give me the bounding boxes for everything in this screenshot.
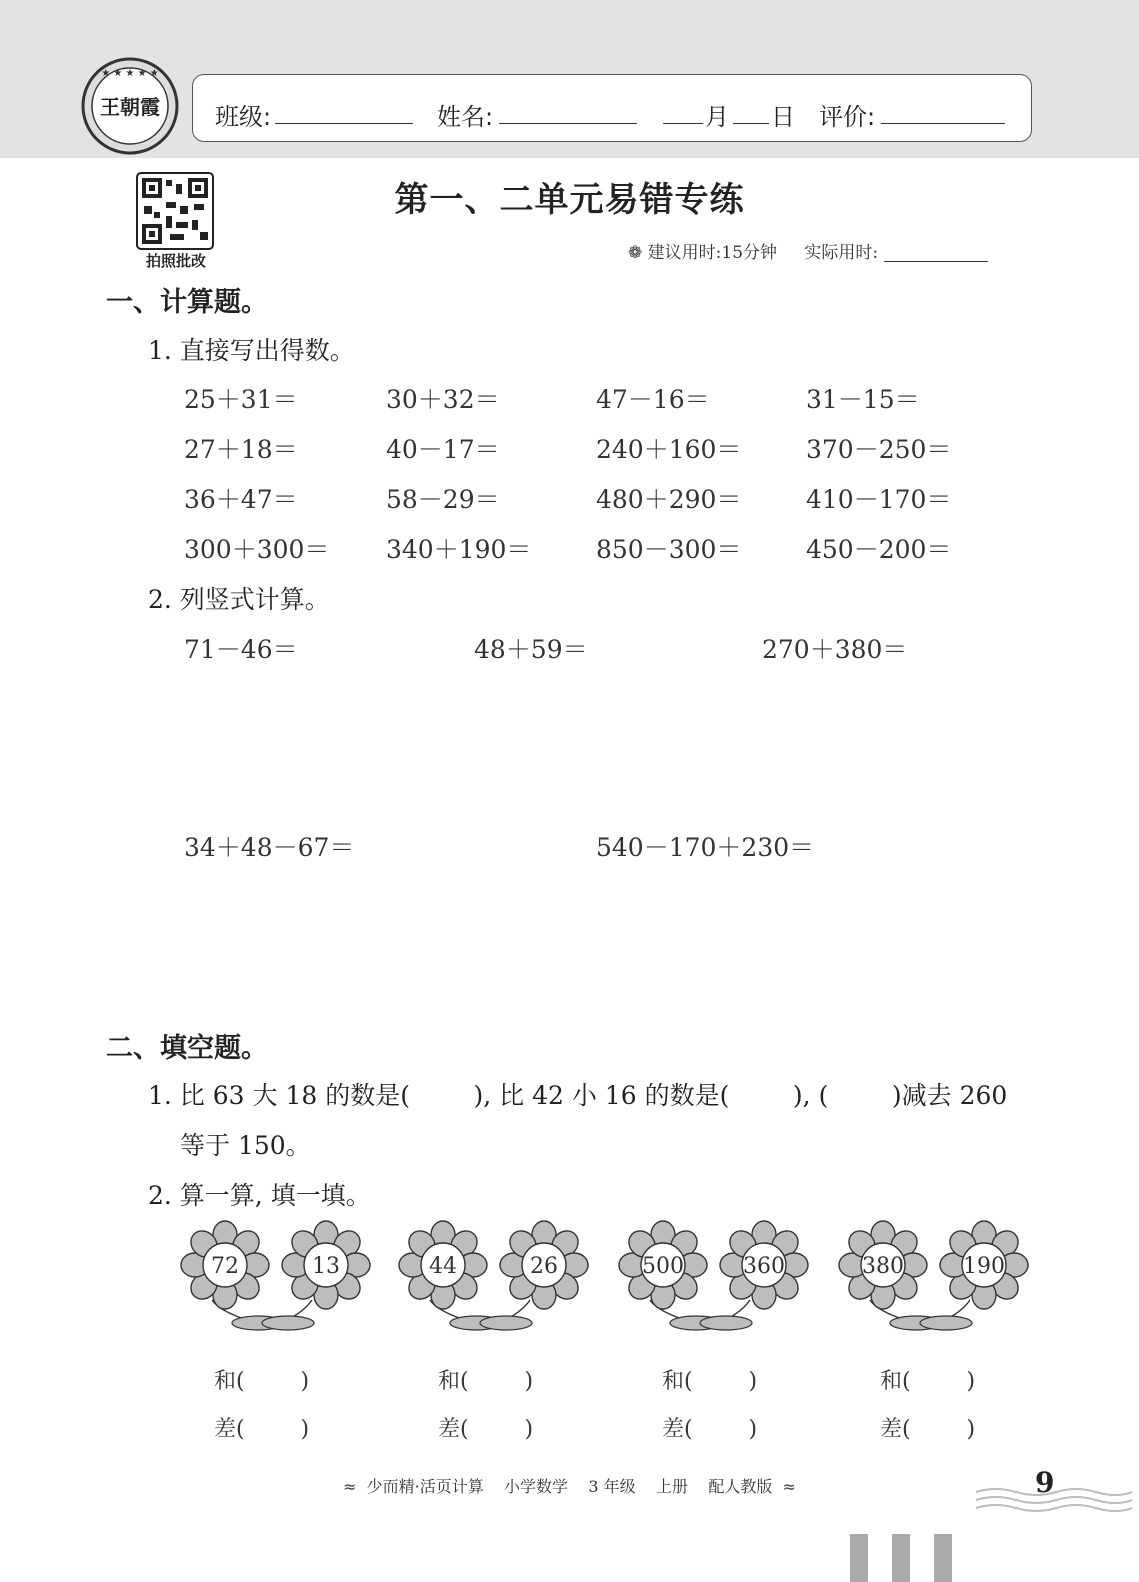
vertical-expression: 48＋59＝ bbox=[474, 635, 588, 664]
name-label: 姓名: bbox=[437, 103, 494, 131]
section1-heading: 一、计算题。 bbox=[106, 287, 268, 318]
sum-answer[interactable]: 和( ) bbox=[880, 1369, 976, 1394]
expression: 480＋290＝ bbox=[596, 485, 742, 514]
day-label: 日 bbox=[771, 103, 795, 131]
flower-number: 72 bbox=[211, 1254, 239, 1279]
expression: 25＋31＝ bbox=[184, 385, 298, 414]
brand-logo bbox=[80, 56, 180, 156]
edge-bar bbox=[850, 1534, 868, 1582]
flower-number: 13 bbox=[312, 1254, 340, 1279]
wave-decoration bbox=[976, 1484, 1132, 1518]
vertical-expression: 270＋380＝ bbox=[762, 635, 908, 664]
fill-question-2: 2. 算一算, 填一填。 bbox=[148, 1181, 371, 1210]
flowers-illustration bbox=[170, 1215, 1050, 1345]
qr-label: 拍照批改 bbox=[145, 252, 206, 270]
section2-heading: 二、填空题。 bbox=[106, 1033, 268, 1064]
sum-answer[interactable]: 和( ) bbox=[438, 1369, 534, 1394]
flower-number: 26 bbox=[530, 1254, 558, 1279]
class-field[interactable] bbox=[275, 99, 413, 124]
expression: 58－29＝ bbox=[386, 485, 500, 514]
flower-number: 44 bbox=[429, 1254, 457, 1279]
vertical-expression: 71－46＝ bbox=[184, 635, 298, 664]
expression: 410－170＝ bbox=[806, 485, 952, 514]
svg-text:★ ★ ★ ★ ★: ★ ★ ★ ★ ★ bbox=[101, 68, 159, 79]
sum-answer[interactable]: 和( ) bbox=[214, 1369, 310, 1394]
difference-answer[interactable]: 差( ) bbox=[662, 1417, 758, 1442]
difference-answer[interactable]: 差( ) bbox=[880, 1417, 976, 1442]
expression: 340＋190＝ bbox=[386, 535, 532, 564]
fill-question-1: 1. 比 63 大 18 的数是( ), 比 42 小 16 的数是( ), ( )减去 260 bbox=[148, 1081, 1008, 1110]
name-field[interactable] bbox=[499, 99, 637, 124]
edge-bar bbox=[892, 1534, 910, 1582]
clock-icon: ❁ bbox=[628, 243, 643, 263]
vertical-expression: 34＋48－67＝ bbox=[184, 833, 355, 862]
flower-number: 360 bbox=[743, 1254, 785, 1279]
actual-time-label: 实际用时: bbox=[804, 243, 879, 263]
fill-question-1-cont: 等于 150。 bbox=[180, 1131, 311, 1160]
expression: 300＋300＝ bbox=[184, 535, 330, 564]
month-field[interactable] bbox=[663, 99, 703, 124]
time-hint-row bbox=[628, 238, 988, 263]
difference-answer[interactable]: 差( ) bbox=[214, 1417, 310, 1442]
rating-field[interactable] bbox=[881, 99, 1005, 124]
page-title: 第一、二单元易错专练 bbox=[394, 180, 745, 220]
page-number: 9 bbox=[1035, 1466, 1055, 1499]
actual-time-field[interactable] bbox=[884, 261, 988, 262]
expression: 850－300＝ bbox=[596, 535, 742, 564]
flower-number: 380 bbox=[862, 1254, 904, 1279]
vertical-expression: 540－170＋230＝ bbox=[596, 833, 815, 862]
brand-name: 王朝霞 bbox=[100, 95, 160, 119]
edge-bar bbox=[934, 1534, 952, 1582]
student-info-box bbox=[192, 74, 1032, 142]
time-hint: 建议用时:15分钟 bbox=[647, 243, 778, 263]
day-field[interactable] bbox=[733, 99, 769, 124]
expression: 30＋32＝ bbox=[386, 385, 500, 414]
flower-pair-3 bbox=[619, 1221, 808, 1330]
flower-number: 190 bbox=[963, 1254, 1005, 1279]
expression: 240＋160＝ bbox=[596, 435, 742, 464]
expression: 370－250＝ bbox=[806, 435, 952, 464]
expression: 27＋18＝ bbox=[184, 435, 298, 464]
q1-prompt: 1. 直接写出得数。 bbox=[148, 336, 355, 365]
sum-answer[interactable]: 和( ) bbox=[662, 1369, 758, 1394]
rating-label: 评价: bbox=[819, 103, 876, 131]
expression: 450－200＝ bbox=[806, 535, 952, 564]
q2-prompt: 2. 列竖式计算。 bbox=[148, 585, 330, 614]
expression: 31－15＝ bbox=[806, 385, 920, 414]
expression: 47－16＝ bbox=[596, 385, 710, 414]
expression: 36＋47＝ bbox=[184, 485, 298, 514]
difference-answer[interactable]: 差( ) bbox=[438, 1417, 534, 1442]
class-label: 班级: bbox=[215, 103, 272, 131]
flower-pair-4 bbox=[839, 1221, 1028, 1330]
month-label: 月 bbox=[705, 103, 729, 131]
flower-pair-1 bbox=[181, 1221, 370, 1330]
flower-number: 500 bbox=[642, 1254, 684, 1279]
flower-pair-2 bbox=[399, 1221, 588, 1330]
footer-text: ≈ 少而精·活页计算 小学数学 3 年级 上册 配人教版 ≈ bbox=[343, 1477, 796, 1496]
expression: 40－17＝ bbox=[386, 435, 500, 464]
